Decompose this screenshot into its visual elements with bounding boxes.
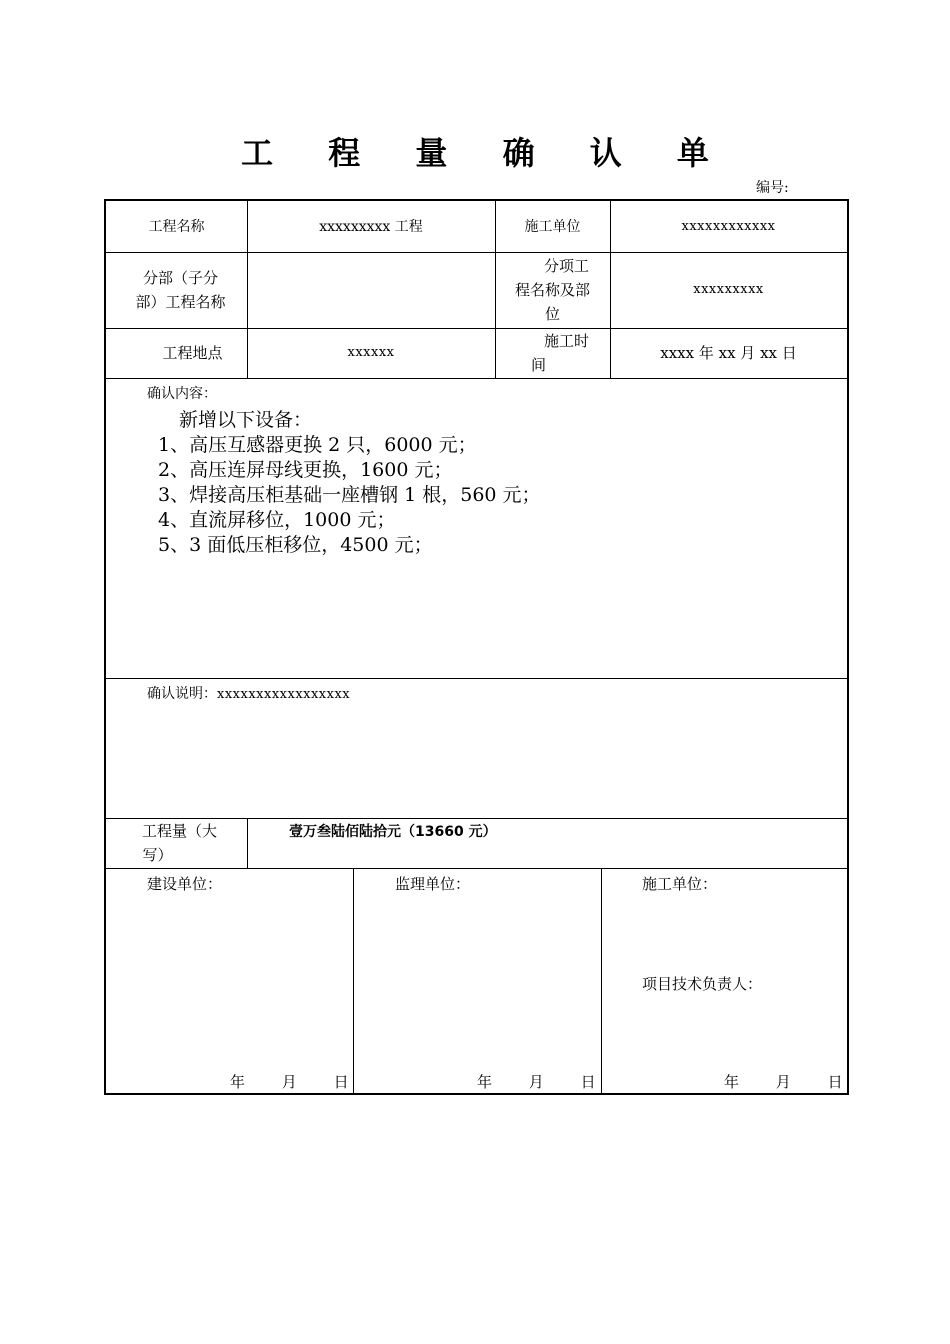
content-list	[158, 408, 541, 558]
quantity-value: 壹万叁陆佰陆拾元（13660 元）	[289, 824, 497, 840]
project-name-label: 工程名称	[148, 218, 205, 235]
item-label-line1: 分项工	[543, 257, 589, 275]
document-number-label: 编号:	[756, 180, 789, 196]
content-line: 4、直流屏移位，1000 元；	[158, 509, 396, 531]
subdivision-label	[106, 252, 247, 328]
content-line: 1、高压互感器更换 2 只，6000 元；	[158, 434, 477, 456]
supervisor-signature-label: 监理单位：	[395, 875, 471, 893]
note-value: xxxxxxxxxxxxxxxxx	[217, 687, 351, 702]
content-label: 确认内容：	[147, 386, 217, 402]
location-value: xxxxxx	[347, 345, 395, 360]
item-label	[495, 252, 610, 328]
supervisor-date	[477, 1071, 596, 1092]
item-label-line2: 程名称及部	[514, 281, 590, 299]
day-label: 日	[333, 1073, 349, 1091]
day-label: 日	[827, 1073, 843, 1091]
row-divider	[106, 378, 847, 379]
row-divider	[106, 678, 847, 679]
construction-time-value: xxxx 年 xx 月 xx 日	[660, 344, 797, 362]
time-label-line2: 间	[530, 356, 546, 374]
note-label: 确认说明：	[147, 686, 217, 702]
day-label: 日	[580, 1073, 596, 1091]
year-label: 年	[230, 1073, 246, 1091]
contractor-signature-label: 施工单位：	[642, 875, 718, 893]
content-line: 3、焊接高压柜基础一座槽钢 1 根，560 元；	[158, 484, 541, 506]
month-label: 月	[528, 1073, 544, 1091]
owner-date	[230, 1071, 349, 1092]
year-label: 年	[724, 1073, 740, 1091]
subdivision-label-line2: 部）工程名称	[135, 293, 226, 311]
location-label: 工程地点	[162, 344, 223, 362]
column-divider	[247, 818, 248, 868]
month-label: 月	[281, 1073, 297, 1091]
item-value: xxxxxxxxx	[693, 282, 764, 297]
content-heading: 新增以下设备：	[179, 409, 313, 431]
month-label: 月	[775, 1073, 791, 1091]
quantity-label	[106, 818, 247, 868]
content-line: 2、高压连屏母线更换，1600 元；	[158, 459, 453, 481]
year-label: 年	[477, 1073, 493, 1091]
subdivision-value	[247, 252, 495, 328]
contractor-label: 施工单位	[524, 218, 581, 235]
tech-lead-label: 项目技术负责人：	[642, 975, 763, 993]
owner-signature-label: 建设单位：	[147, 875, 223, 893]
time-label-line1: 施工时	[543, 332, 589, 350]
content-line: 5、3 面低压柜移位，4500 元；	[158, 534, 433, 556]
project-name-value: xxxxxxxxx 工程	[319, 218, 423, 235]
contractor-date	[724, 1071, 843, 1092]
contractor-value: xxxxxxxxxxxx	[681, 218, 776, 234]
confirmation-form	[104, 199, 849, 1095]
column-divider	[601, 868, 602, 1093]
document-title: 工 程 量 确 认 单	[241, 134, 731, 172]
construction-time-label	[495, 328, 610, 378]
row-divider	[106, 868, 847, 869]
quantity-label-line1: 工程量（大	[141, 822, 217, 840]
column-divider	[353, 868, 354, 1093]
quantity-label-line2: 写）	[142, 846, 173, 864]
note	[147, 683, 350, 703]
item-label-line3: 位	[544, 305, 560, 323]
subdivision-label-line1: 分部（子分	[142, 269, 218, 287]
